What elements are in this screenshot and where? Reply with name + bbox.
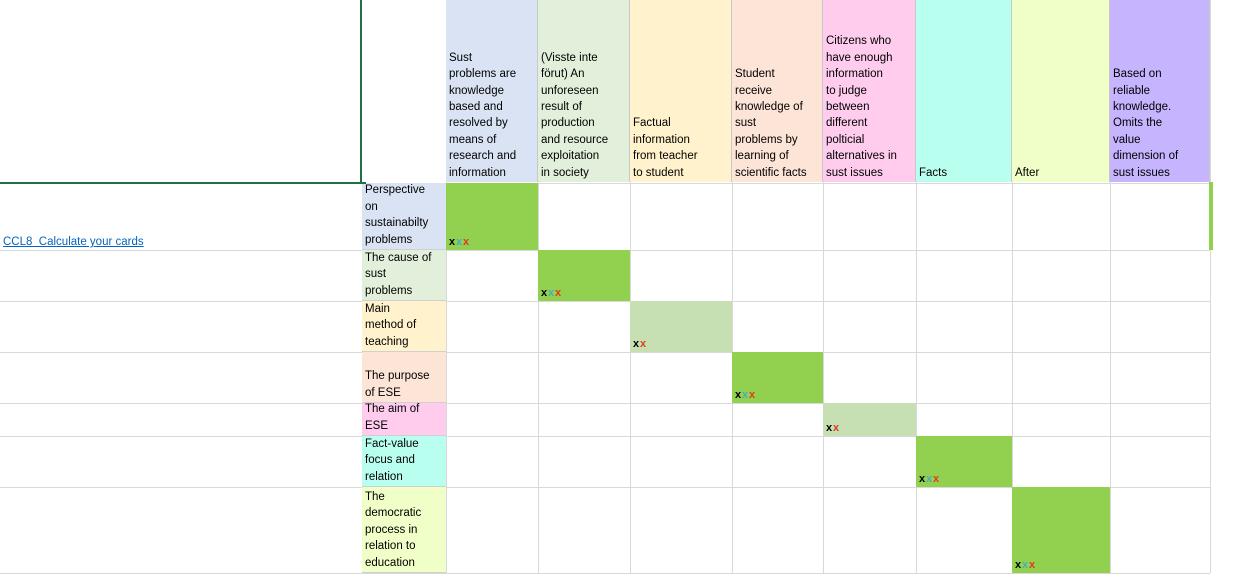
x-mark: x [1022, 559, 1029, 571]
x-mark: x [826, 422, 833, 434]
column-header-text: Student receive knowledge of sust problems by learning of scientific facts [735, 68, 807, 179]
column-header-text: Sust problems are knowledge based and resolved by means of research and information [449, 51, 517, 179]
row-label[interactable] [362, 352, 446, 403]
x-mark: x [735, 389, 742, 401]
x-mark: x [640, 338, 647, 350]
row-label-text: Fact-value focus and relation [365, 437, 419, 483]
column-header[interactable] [1110, 0, 1210, 182]
row-label[interactable] [362, 301, 446, 352]
row-label[interactable] [362, 250, 446, 301]
matrix-cell[interactable] [823, 403, 916, 436]
frozen-pane-divider-vertical[interactable] [360, 0, 362, 184]
row-label-text: Main method of teaching [365, 302, 417, 348]
row-label[interactable] [362, 487, 446, 573]
x-mark: x [541, 287, 548, 299]
row-label-text: The aim of ESE [365, 403, 420, 432]
column-header-text: Citizens who have enough information to judge between different polticial alternatives in sust issues [826, 35, 897, 179]
frozen-pane-divider-horizontal[interactable] [0, 182, 366, 184]
x-mark: x [463, 236, 470, 248]
grid-hline [0, 352, 1210, 353]
column-header[interactable] [823, 0, 916, 182]
matrix-cell[interactable] [538, 250, 630, 301]
x-mark: x [933, 473, 940, 485]
x-mark: x [548, 287, 555, 299]
selection-edge [1209, 182, 1213, 250]
grid-hline [0, 436, 1210, 437]
row-label-text: The democratic process in relation to education [365, 490, 422, 569]
column-header[interactable] [538, 0, 630, 182]
row-label[interactable] [362, 183, 446, 250]
matrix-cell[interactable] [446, 183, 538, 250]
x-mark: x [449, 236, 456, 248]
column-header-text: Factual information from teacher to student [633, 117, 698, 179]
row-label-text: The purpose of ESE [365, 370, 430, 399]
x-mark: x [1015, 559, 1022, 571]
x-mark: x [749, 389, 756, 401]
grid-vline [1210, 0, 1211, 573]
column-header[interactable] [630, 0, 732, 182]
x-mark: x [742, 389, 749, 401]
matrix-cell[interactable] [916, 436, 1012, 487]
row-label[interactable] [362, 403, 446, 436]
grid-hline [0, 403, 1210, 404]
column-header-text: Facts [919, 166, 948, 179]
row-label-text: The cause of sust problems [365, 251, 432, 297]
row-label-text: Perspective on sustainabilty problems [365, 184, 429, 246]
matrix-cell[interactable] [1012, 487, 1110, 573]
x-mark: x [919, 473, 926, 485]
x-mark: x [633, 338, 640, 350]
column-header-text: After [1015, 166, 1040, 179]
column-header[interactable] [916, 0, 1012, 182]
matrix-cell[interactable] [732, 352, 823, 403]
calculate-cards-link[interactable]: CCL8 Calculate your cards [3, 236, 144, 248]
matrix-cell[interactable] [630, 301, 732, 352]
x-mark: x [1029, 559, 1036, 571]
column-header[interactable] [1012, 0, 1110, 182]
x-mark: x [555, 287, 562, 299]
column-header[interactable] [446, 0, 538, 182]
x-mark: x [456, 236, 463, 248]
column-header-text: (Visste inte förut) An unforeseen result of production and resource exploitation in society [541, 51, 609, 179]
x-mark: x [833, 422, 840, 434]
grid-hline [0, 301, 1210, 302]
x-mark: x [926, 473, 933, 485]
grid-hline [0, 573, 1210, 574]
column-header-text: Based on reliable knowledge. Omits the value dimension of sust issues [1113, 68, 1179, 179]
row-label[interactable] [362, 436, 446, 487]
column-header[interactable] [732, 0, 823, 182]
